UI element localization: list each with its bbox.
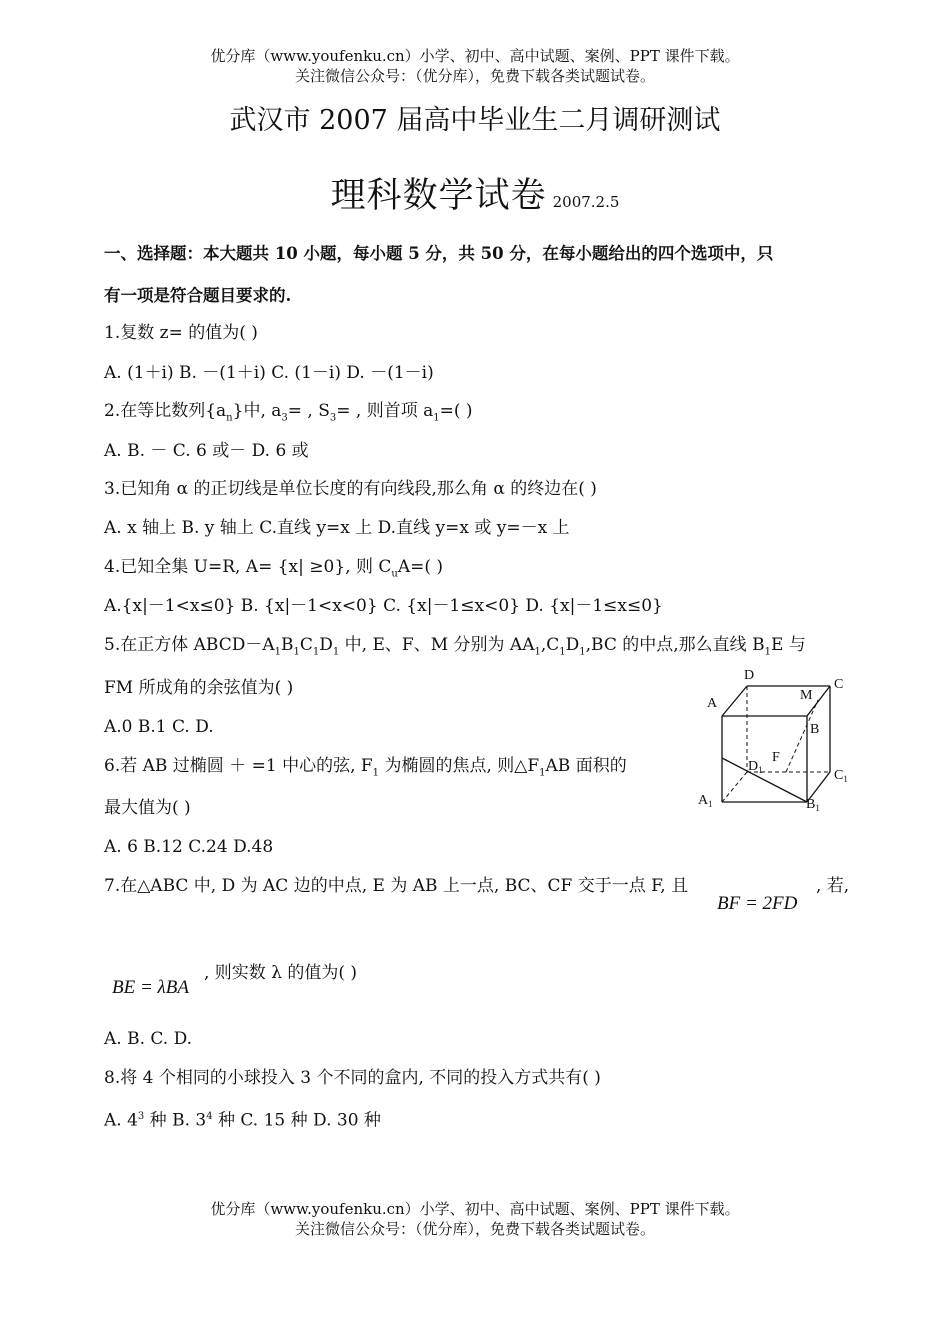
section1-heading-a: 一、选择题：本大题共 10 小题，每小题 5 分，共 50 分，在每小题给出的四个选项中，只: [104, 244, 774, 263]
question-3: 3.已知角 α 的正切线是单位长度的有向线段,那么角 α 的终边在( ): [104, 479, 597, 499]
question-4: 4.已知全集 U=R, A= {x| ≥0}, 则 $C_uA=$( ): [104, 557, 444, 580]
question-2-options: A. B. － C. 6 或－ D. 6 或: [104, 441, 309, 461]
question-5: 5.在正方体 $ABCD-A_1B_1C_1D_1$ 中, E、F、M 分别为 $AA_1,C_1D_1,BC$ 的中点,那么直线 $B_1E$ 与: [104, 635, 806, 658]
question-1: 1.复数 z= 的值为( ): [104, 323, 258, 343]
label-F: F: [772, 750, 780, 765]
label-B: B: [810, 722, 820, 737]
label-B1: $B_1$: [806, 797, 820, 813]
exam-title-text: 理科数学试卷: [330, 176, 547, 216]
question-4-options: A.{x|－1<x≤0} B. {x|－1<x<0} C. {x|－1≤x<0} D. {x|－1≤x≤0}: [104, 596, 663, 616]
section1-heading-b: 有一项是符合题目要求的.: [104, 286, 292, 305]
question-3-options: A. x 轴上 B. y 轴上 C.直线 y=x 上 D.直线 y=x 或 y=－x 上: [104, 518, 570, 538]
question-6-line2: 最大值为( ): [104, 798, 191, 818]
exam-date: 2007.2.5: [552, 193, 620, 211]
exam-title-main: [0, 168, 950, 218]
page-footer-line2: 关注微信公众号：（优分库），免费下载各类试题试卷。: [294, 1220, 655, 1238]
question-7-formula-1: BF = 2FD: [717, 893, 798, 914]
question-7: 7.在△ABC 中, D 为 AC 边的中点, E 为 AB 上一点, BC、CF 交于一点 F, 且: [104, 876, 689, 896]
question-5-options: A.0 B.1 C. D.: [104, 717, 214, 737]
cube-figure: [690, 660, 860, 820]
question-7-formula-2: BE = λBA: [112, 977, 189, 998]
question-2: 2.在等比数列$\{a_n\}$中, $a_3=$ , $S_3=$ , 则首项 $a_1=$( ): [104, 401, 473, 424]
label-D: D: [744, 668, 755, 683]
page-footer-line1: 优分库（www.youfenku.cn）小学、初中、高中试题、案例、PPT 课件下载。: [210, 1200, 740, 1218]
page-header-line2: 关注微信公众号：（优分库），免费下载各类试题试卷。: [294, 67, 655, 85]
question-6: 6.若 AB 过椭圆 ＋ =1 中心的弦, $F_1$ 为椭圆的焦点, 则$\triangle F_1AB$ 面积的: [104, 756, 627, 779]
label-C1: $C_1$: [834, 768, 848, 784]
question-5-line2: FM 所成角的余弦值为( ): [104, 678, 294, 698]
question-7-line2: , 则实数 λ 的值为( ): [204, 963, 358, 983]
page-header-line1: 优分库（www.youfenku.cn）小学、初中、高中试题、案例、PPT 课件下载。: [210, 47, 740, 65]
label-D1: $D_1$: [748, 759, 763, 775]
label-M: M: [800, 688, 813, 703]
question-7-tail: , 若,: [816, 876, 850, 896]
question-8-options: A. $4^3$ 种 B. $3^4$ 种 C. 15 种 D. 30 种: [104, 1110, 381, 1131]
label-C: C: [834, 677, 844, 692]
label-A: A: [707, 696, 718, 711]
question-6-options: A. 6 B.12 C.24 D.48: [104, 837, 274, 857]
exam-title-line1: 武汉市 2007 届高中毕业生二月调研测试: [229, 105, 721, 136]
question-8: 8.将 4 个相同的小球投入 3 个不同的盒内, 不同的投入方式共有( ): [104, 1068, 601, 1088]
question-7-options: A. B. C. D.: [104, 1029, 193, 1049]
label-A1: $A_1$: [698, 793, 713, 809]
question-1-options: A. (1＋i) B. －(1＋i) C. (1－i) D. －(1－i): [104, 363, 434, 383]
